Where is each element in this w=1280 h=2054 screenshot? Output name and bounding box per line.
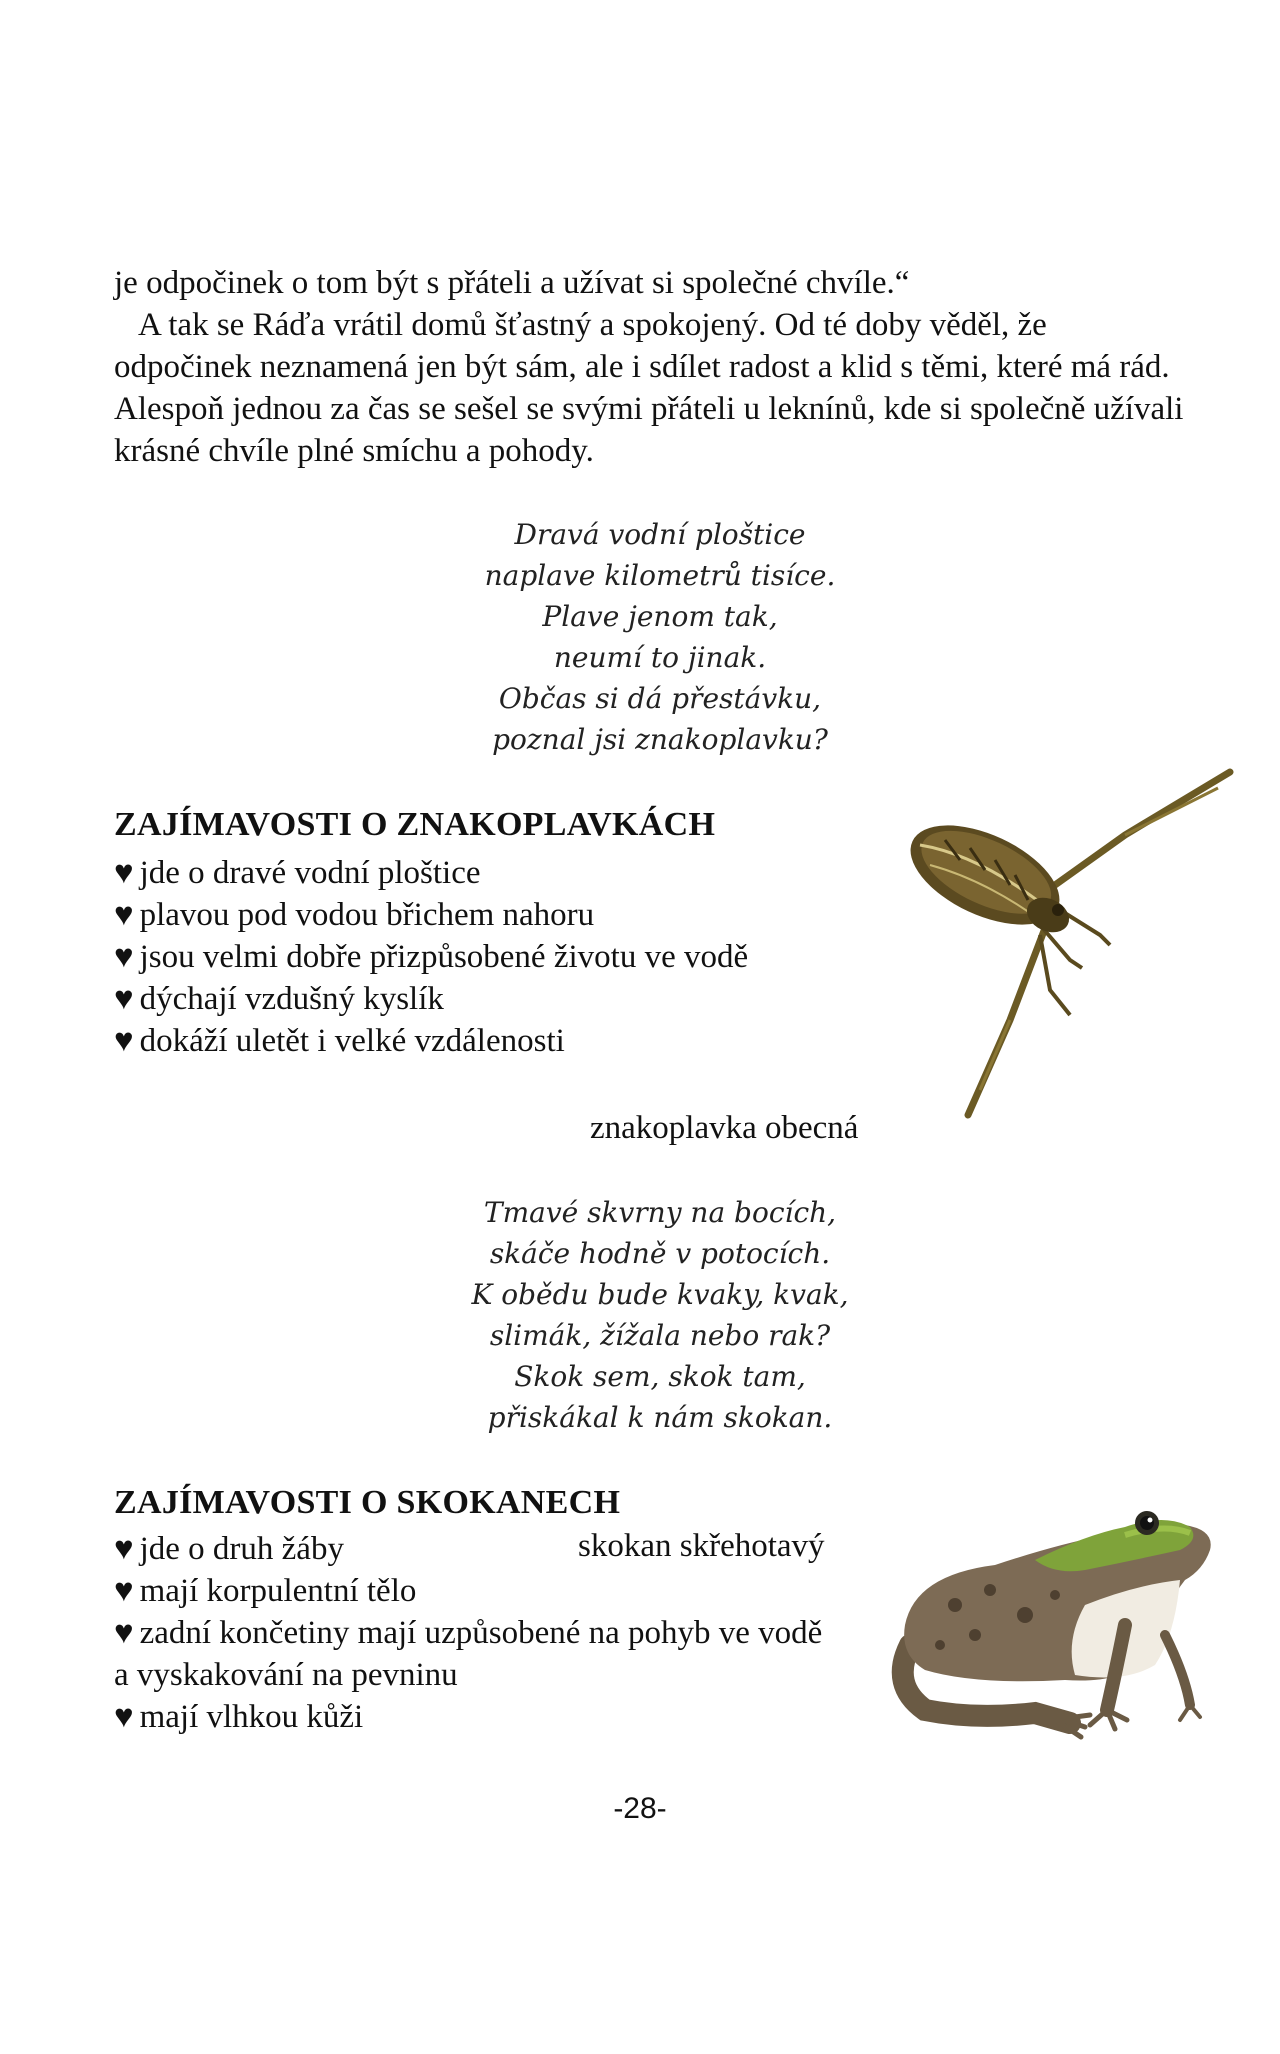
intro-text [114, 262, 1184, 472]
list-item: ♥ dýchají vzdušný kyslík [114, 981, 444, 1017]
heart-bullet-icon: ♥ [114, 1615, 134, 1651]
section-heading-water-boatman: ZAJÍMAVOSTI O ZNAKOPLAVKÁCH [114, 806, 716, 843]
poem-line: Dravá vodní ploštice [514, 518, 806, 551]
poem-line: přiskákal k nám skokan. [487, 1401, 833, 1434]
list-item: ♥ zadní končetiny mají uzpůsobené na pohyb ve vodě a vyskakování na pevninu [114, 1615, 823, 1693]
heart-bullet-icon: ♥ [114, 981, 134, 1017]
heart-bullet-icon: ♥ [114, 1573, 134, 1609]
section-heading-frog: ZAJÍMAVOSTI O SKOKANECH [114, 1484, 621, 1521]
list-item: ♥ jde o druh žáby [114, 1531, 344, 1567]
poem-line: Občas si dá přestávku, [498, 682, 822, 715]
heart-bullet-icon: ♥ [114, 1699, 134, 1735]
poem-line: poznal jsi znakoplavku? [492, 723, 828, 756]
heart-bullet-icon: ♥ [114, 939, 134, 975]
list-item: ♥ dokáží uletět i velké vzdálenosti [114, 1023, 565, 1059]
heart-bullet-icon: ♥ [114, 855, 134, 891]
list-item: ♥ plavou pod vodou břichem nahoru [114, 897, 595, 933]
intro-line: je odpočinek o tom být s přáteli a užívat si společné chvíle.“ [114, 265, 910, 301]
fact-list-water-boatman [114, 852, 854, 1062]
list-item: ♥ mají vlhkou kůži [114, 1699, 364, 1735]
poem-line: Plave jenom tak, [542, 600, 778, 633]
poem-water-boatman [420, 514, 900, 760]
poem-frog [420, 1192, 900, 1438]
poem-line: skáče hodně v potocích. [489, 1237, 831, 1270]
page-number: -28- [613, 1792, 667, 1825]
caption-water-boatman: znakoplavka obecná [590, 1110, 859, 1146]
intro-paragraph: A tak se Ráďa vrátil domů šťastný a spokojený. Od té doby věděl, že odpočinek neznamená jen být sám, ale i sdílet radost a klid s těmi, které má rád. Alespoň jednou za čas se sešel se svými přáteli u leknínů, kde si společně užívali krásné chvíle plné smíchu a pohody. [114, 307, 1184, 469]
poem-line: slimák, žížala nebo rak? [489, 1319, 831, 1352]
poem-line: naplave kilometrů tisíce. [484, 559, 836, 592]
poem-line: Skok sem, skok tam, [514, 1360, 806, 1393]
heart-bullet-icon: ♥ [114, 1531, 134, 1567]
poem-line: K obědu bude kvaky, kvak, [471, 1278, 849, 1311]
heart-bullet-icon: ♥ [114, 1023, 134, 1059]
list-item: ♥ jde o dravé vodní ploštice [114, 855, 481, 891]
heart-bullet-icon: ♥ [114, 897, 134, 933]
list-item: ♥ mají korpulentní tělo [114, 1573, 417, 1609]
poem-line: neumí to jinak. [553, 641, 767, 674]
frog-illustration [885, 1505, 1225, 1745]
list-item: ♥ jsou velmi dobře přizpůsobené životu ve vodě [114, 939, 749, 975]
caption-frog: skokan skřehotavý [578, 1528, 825, 1564]
water-boatman-illustration [900, 760, 1240, 1120]
poem-line: Tmavé skvrny na bocích, [483, 1196, 837, 1229]
